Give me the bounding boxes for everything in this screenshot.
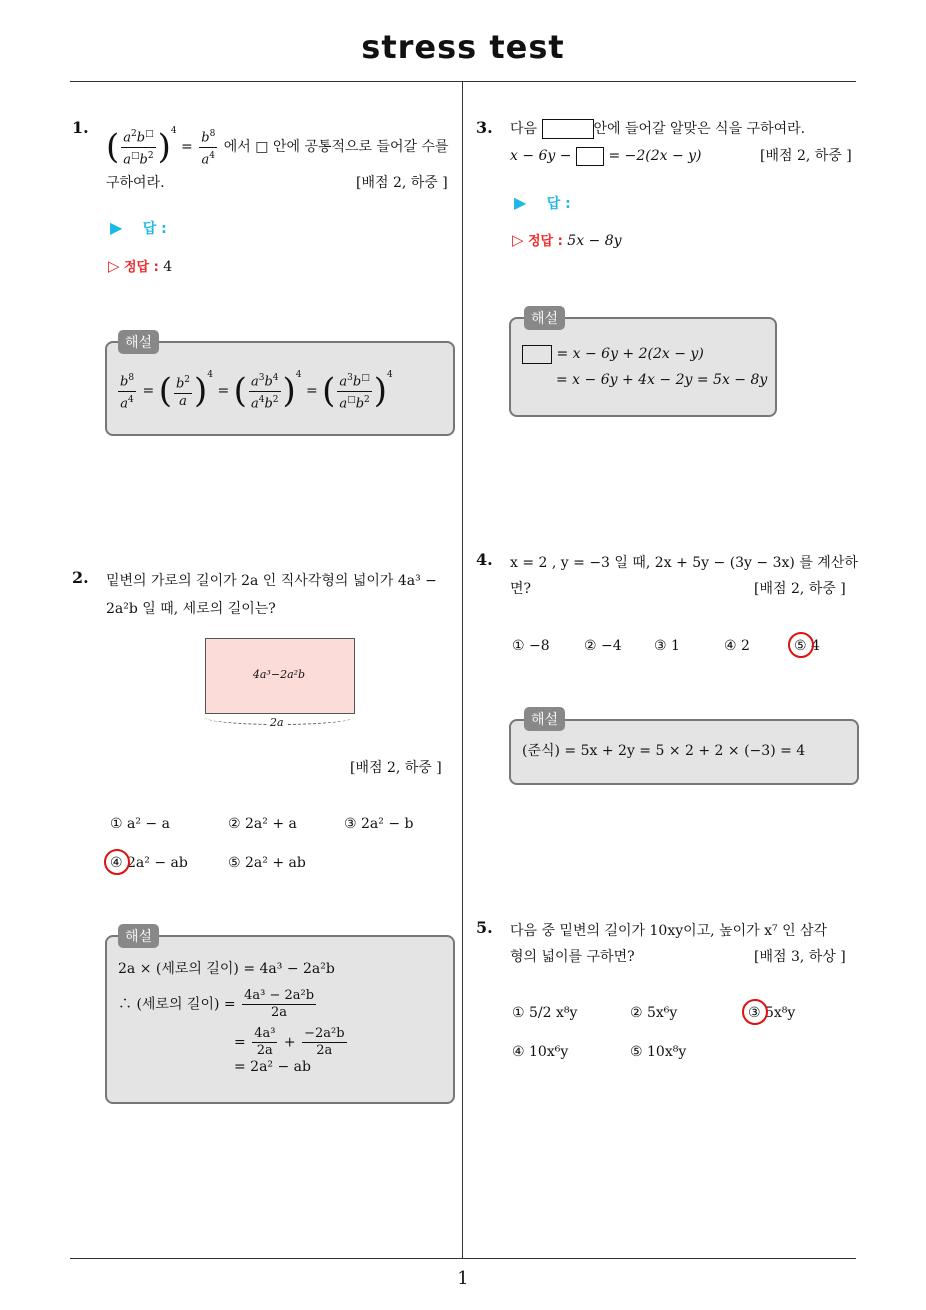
q2-rect-label: 4a³−2a²b [252, 668, 306, 681]
q2-base-label: 2a [270, 716, 284, 729]
q2-text-a: 밑변의 가로의 길이가 2a 인 직사각형의 넓이가 4a³ − [106, 573, 437, 589]
q3-eq-pre: x − 6y − [510, 148, 572, 164]
page-number: 1 [457, 1268, 469, 1289]
q5-number: 5. [476, 918, 493, 937]
top-rule [70, 81, 856, 82]
q1-correct-label: 정답 : [124, 260, 159, 275]
outline-arrow-icon: ▷ [512, 231, 524, 249]
bottom-rule [70, 1258, 856, 1259]
q5-selected-mark [742, 999, 768, 1025]
q1-correct-row [108, 256, 172, 275]
q5-choice-4: ④ 10x⁶y [512, 1044, 569, 1060]
q1-text-a: 에서 □ 안에 공통적으로 들어갈 수를 [223, 139, 449, 155]
q5-choice-1: ① 5/2 x⁸y [512, 1005, 578, 1021]
q3-text-post: 안에 들어갈 알맞은 식을 구하여라. [593, 121, 806, 137]
q1-score: [배점 2, 하중 ] [356, 175, 448, 191]
q3-answer-row [514, 193, 571, 213]
q4-choice-1: ① −8 [512, 638, 550, 654]
q1-frac-right: $\frac{b^8}{a^4}$ [199, 126, 217, 168]
q2-sol-line2-pre: ∴ (세로의 길이) = [118, 996, 236, 1013]
q4-choice-4: ④ 2 [724, 638, 750, 654]
q1-number: 1. [72, 118, 89, 137]
q4-text-b: 면? [510, 581, 532, 597]
q2-sol-line2 [118, 988, 318, 1021]
q1-text-b: 구하여라. [106, 175, 165, 191]
q4-choice-3: ③ 1 [654, 638, 680, 654]
q4-score: [배점 2, 하중 ] [754, 581, 846, 597]
q3-correct-label: 정답 : [528, 234, 563, 249]
q2-choice-5: ⑤ 2a² + ab [228, 855, 306, 871]
q2-sol-line3: = $\frac{\text{4a³}}{2a}$ + $\frac{\text{−2a²b}}{2a}$ [234, 1026, 345, 1058]
q2-sol-den2: 2a [271, 1005, 288, 1020]
q3-equation [510, 143, 702, 169]
q1-frac-left: $\frac{a^2b^□}{a^□b^2}$ [121, 126, 155, 168]
q4-choice-5: ⑤ 4 [794, 638, 820, 654]
q3-text-pre: 다음 [510, 121, 538, 137]
q2-sol-den3a: 2a [256, 1043, 273, 1058]
q3-solution-tag: 해설 [524, 306, 565, 330]
q2-solution-tag: 해설 [118, 924, 159, 948]
q1-answer-row [110, 218, 167, 238]
q2-number: 2. [72, 568, 89, 587]
q2-sol-line4: = 2a² − ab [234, 1059, 311, 1075]
q3-number: 3. [476, 118, 493, 137]
q4-number: 4. [476, 550, 493, 569]
page-title: stress test [361, 28, 565, 66]
q1-solution-tag: 해설 [118, 330, 159, 354]
q2-sol-num3a: 4a³ [254, 1026, 276, 1041]
q3-sol-line1 [522, 341, 704, 367]
q2-sol-line1: 2a × (세로의 길이) = 4a³ − 2a²b [118, 961, 335, 977]
q3-sol-line2: = x − 6y + 4x − 2y = 5x − 8y [556, 372, 768, 388]
q5-score: [배점 3, 하상 ] [754, 949, 846, 965]
column-divider [462, 82, 463, 1258]
q3-sol-line1-text: = x − 6y + 2(2x − y) [556, 346, 704, 362]
q4-sol-line1: (준식) = 5x + 2y = 5 × 2 + 2 × (−3) = 4 [522, 743, 806, 759]
play-arrow-icon: ▶ [514, 193, 527, 212]
q2-choice-1: ① a² − a [110, 816, 170, 832]
q5-text-b: 형의 넓이를 구하면? [510, 949, 635, 965]
q3-eq-post: = −2(2x − y) [608, 148, 702, 164]
q4-solution-tag: 해설 [524, 707, 565, 731]
q1-correct-value: 4 [163, 259, 173, 275]
play-arrow-icon: ▶ [110, 218, 123, 237]
q3-correct-value: 5x − 8y [567, 233, 622, 249]
q2-sol-num3b: −2a²b [304, 1026, 345, 1041]
q2-sol-den3b: 2a [316, 1043, 333, 1058]
q2-sol-num2: 4a³ − 2a²b [244, 988, 315, 1003]
q3-blank-box [542, 119, 594, 139]
q1-stem: ( $\frac{a^2b^□}{a^□b^2}$ )$^4$ = $\frac{b^8}{a^4}$ 에서 □ 안에 공통적으로 들어갈 수를 [106, 126, 449, 167]
q2-text-b: 2a²b 일 때, 세로의 길이는? [106, 601, 276, 617]
q2-choice-3: ③ 2a² − b [344, 816, 414, 832]
q4-choice-2: ② −4 [584, 638, 622, 654]
q2-score: [배점 2, 하중 ] [350, 760, 442, 776]
outline-arrow-icon: ▷ [108, 257, 120, 275]
q3-stem [510, 116, 805, 142]
q3-answer-label: 답 : [546, 196, 571, 212]
q3-sol-box [522, 345, 552, 364]
q2-choice-2: ② 2a² + a [228, 816, 297, 832]
q5-choice-2: ② 5x⁶y [630, 1005, 678, 1021]
q3-correct-row [512, 230, 622, 249]
q4-text-a: x = 2 , y = −3 일 때, 2x + 5y − (3y − 3x) 를 계산하 [510, 555, 858, 571]
q4-selected-mark [788, 632, 814, 658]
q2-choice-4: ④ 2a² − ab [110, 855, 188, 871]
q1-solution-eq: $\frac{b^8}{a^4}$ = ( $\frac{b^2}{a}$ )$^4$ = ( $\frac{a^3b^4}{a^4b^2}$ )$^4$ = ( $\frac{a^3b^□}{a^□b^2}$ )$^4$ [120, 370, 393, 411]
q1-answer-label: 답 : [142, 221, 167, 237]
q5-text-a: 다음 중 밑변의 길이가 10xy이고, 높이가 x⁷ 인 삼각 [510, 923, 828, 939]
q3-score: [배점 2, 하중 ] [760, 148, 852, 164]
q5-choice-5: ⑤ 10x⁸y [630, 1044, 687, 1060]
q3-eq-box [576, 147, 604, 166]
q5-choice-3: ③ 5x⁸y [748, 1005, 796, 1021]
q2-selected-mark [104, 849, 130, 875]
